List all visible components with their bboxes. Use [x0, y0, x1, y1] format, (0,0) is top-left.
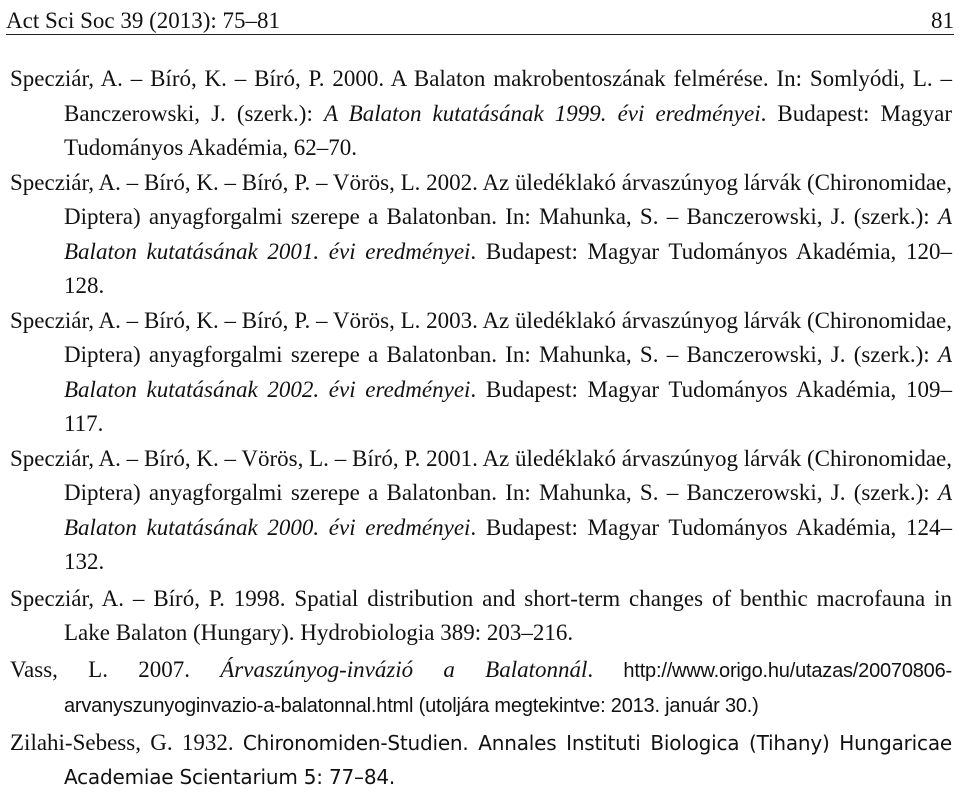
reference-text: Zilahi-Sebess, G. 1932.	[10, 729, 243, 755]
reference-entry	[10, 582, 952, 651]
reference-title: A Balaton kutatásának 2001. évi eredményei	[64, 204, 952, 264]
reference-entry	[10, 166, 952, 304]
reference-title: A Balaton kutatásának 2002. évi eredményei	[64, 342, 952, 402]
reference-title: A Balaton kutatásának 1999. évi eredményei	[323, 100, 761, 126]
reference-text: . Budapest: Magyar Tudományos Akadémia, 62–70.	[64, 100, 952, 160]
reference-text: Specziár, A. – Bíró, P. 1998. Spatial distribution and short-term changes of benthic macrofauna in Lake Balaton (Hungary). Hydrobiologia 389: 203–216.	[10, 585, 952, 645]
reference-entry	[10, 442, 952, 580]
header-rule	[6, 34, 954, 35]
reference-entry	[10, 62, 952, 166]
page-number: 81	[931, 8, 954, 33]
reference-title: A Balaton kutatásának 2000. évi eredményei	[64, 480, 952, 540]
reference-text: Specziár, A. – Bíró, K. – Bíró, P. 2000. A Balaton makrobentoszának felmérése. In: Somlyódi, L. – Banczerowski, J. (szerk.):	[10, 66, 952, 126]
reference-list	[10, 62, 952, 795]
reference-text: Specziár, A. – Bíró, K. – Vörös, L. – Bíró, P. 2001. Az üledéklakó árvaszúnyog lárvák (Chironomidae, Diptera) anyagforgalmi szerepe a Balatonban. In: Mahunka, S. – Banczerowski, J. (szerk.):	[10, 445, 952, 505]
reference-entry	[10, 304, 952, 442]
reference-text: Specziár, A. – Bíró, K. – Bíró, P. – Vörös, L. 2002. Az üledéklakó árvaszúnyog lárvák (Chironomidae, Diptera) anyagforgalmi szerepe a Balatonban. In: Mahunka, S. – Banczerowski, J. (szerk.):	[10, 169, 952, 229]
reference-text: . Budapest: Magyar Tudományos Akadémia, 109–117.	[64, 376, 952, 436]
reference-text: Specziár, A. – Bíró, K. – Bíró, P. – Vörös, L. 2003. Az üledéklakó árvaszúnyog lárvák (Chironomidae, Diptera) anyagforgalmi szerepe a Balatonban. In: Mahunka, S. – Banczerowski, J. (szerk.):	[10, 307, 952, 367]
reference-text: . Budapest: Magyar Tudományos Akadémia, 124–132.	[64, 514, 952, 574]
journal-citation: Act Sci Soc 39 (2013): 75–81	[6, 8, 281, 33]
reference-entry	[10, 653, 952, 724]
reference-entry	[10, 726, 952, 795]
reference-text: .	[587, 656, 624, 682]
reference-title: Árvaszúnyog-invázió a Balatonnál	[220, 656, 588, 682]
reference-text: Vass, L. 2007.	[10, 656, 221, 682]
reference-text: . Budapest: Magyar Tudományos Akadémia, 120–128.	[64, 238, 952, 298]
reference-url[interactable]: http://www.origo.hu/utazas/20070806-arvanyszunyoginvazio-a-balatonnal.html (utoljára megtekintve: 2013. január 30.)	[64, 659, 952, 717]
reference-text: Chironomiden-Studien. Annales Instituti Biologica (Tihany) Hungaricae Academiae Scientarium 5: 77–84.	[64, 730, 952, 789]
running-header	[6, 4, 954, 34]
